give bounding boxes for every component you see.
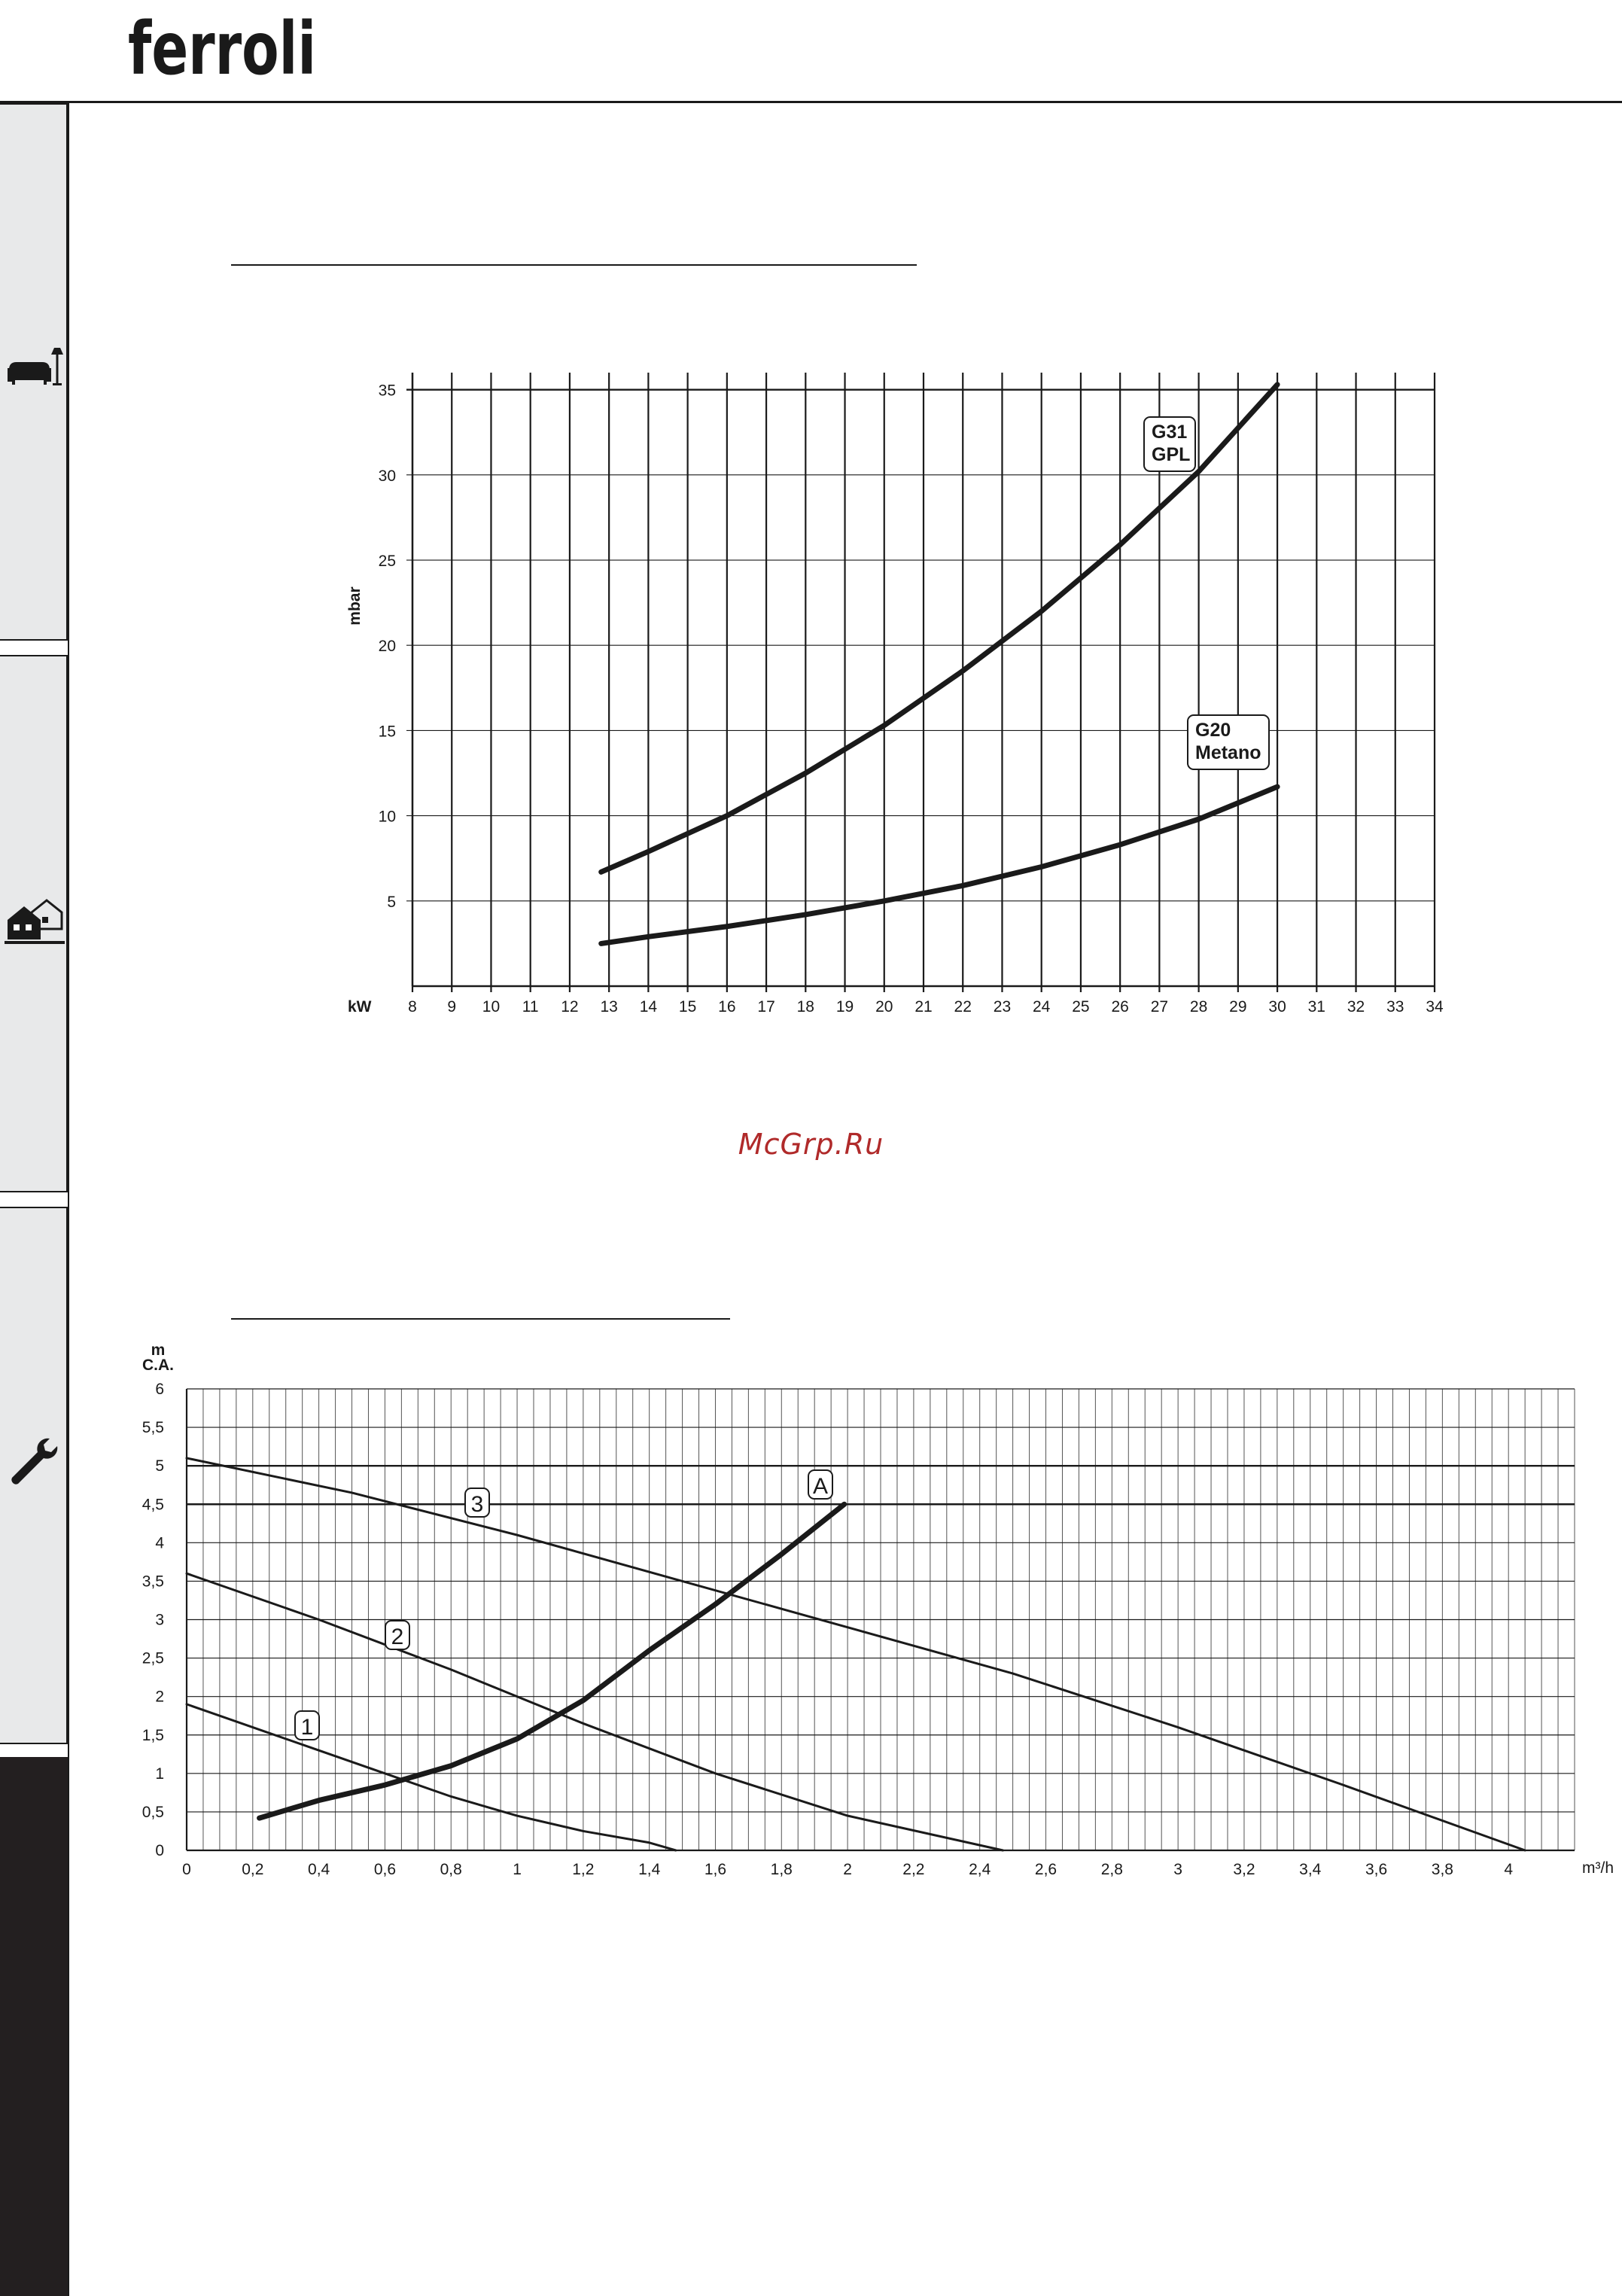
y-axis-title: m — [151, 1341, 166, 1359]
x-tick-label: 1 — [513, 1861, 522, 1878]
x-tick-label: 28 — [1189, 998, 1208, 1016]
y-tick-label: 3,5 — [142, 1573, 164, 1591]
curve-label-text: 2 — [391, 1625, 404, 1649]
y-tick-label: 15 — [378, 723, 396, 741]
x-tick-label: 19 — [835, 998, 854, 1016]
x-tick-label: 2,6 — [1034, 1861, 1057, 1878]
x-tick-label: 2,4 — [969, 1861, 991, 1878]
x-tick-label: 2,2 — [902, 1861, 925, 1878]
x-tick-label: 0,4 — [308, 1861, 330, 1878]
x-tick-label: 33 — [1386, 998, 1404, 1016]
pump-curve-a — [260, 1504, 844, 1818]
x-tick-label: 9 — [447, 998, 457, 1016]
y-tick-label: 35 — [378, 382, 396, 400]
y-tick-label: 30 — [378, 467, 396, 485]
y-tick-label: 5,5 — [142, 1419, 164, 1437]
x-tick-label: 34 — [1426, 998, 1444, 1016]
x-tick-label: 3 — [1173, 1861, 1182, 1878]
y-tick-label: 0,5 — [142, 1803, 164, 1821]
series-label-text: Metano — [1195, 742, 1261, 763]
x-tick-label: 20 — [875, 998, 893, 1016]
x-tick-label: 16 — [718, 998, 736, 1016]
gas-pressure-chart — [346, 373, 1444, 1016]
x-tick-label: 18 — [796, 998, 814, 1016]
x-tick-label: 25 — [1072, 998, 1090, 1016]
y-tick-label: 1,5 — [142, 1726, 164, 1744]
x-tick-label: 31 — [1307, 998, 1325, 1016]
x-tick-label: 13 — [600, 998, 618, 1016]
series-label-text: G31 — [1152, 422, 1188, 443]
x-tick-label: 2,8 — [1100, 1861, 1123, 1878]
x-tick-label: 11 — [522, 998, 539, 1016]
x-tick-label: 3,2 — [1233, 1861, 1255, 1878]
y-tick-label: 4,5 — [142, 1496, 164, 1514]
curve-label-text: 1 — [300, 1715, 314, 1740]
pump-curve-1 — [187, 1704, 676, 1850]
x-tick-label: 0,2 — [242, 1861, 264, 1878]
x-tick-label: 12 — [561, 998, 579, 1016]
y-tick-label: 0 — [155, 1842, 164, 1859]
y-tick-label: 6 — [155, 1381, 164, 1398]
series-label-text: G20 — [1195, 720, 1231, 741]
curve-label-text: A — [812, 1474, 829, 1499]
x-tick-label: 30 — [1268, 998, 1286, 1016]
x-tick-label: 22 — [954, 998, 972, 1016]
x-tick-label: 21 — [914, 998, 933, 1016]
x-tick-label: 15 — [678, 998, 697, 1016]
y-tick-label: 2,5 — [142, 1649, 164, 1667]
x-tick-label: 2 — [843, 1861, 852, 1878]
x-tick-label: 4 — [1504, 1861, 1514, 1878]
x-tick-label: 1,6 — [704, 1861, 727, 1878]
x-tick-label: 3,8 — [1431, 1861, 1453, 1878]
y-tick-label: 4 — [155, 1534, 164, 1552]
y-tick-label: 2 — [155, 1688, 164, 1706]
y-tick-label: 3 — [155, 1611, 164, 1629]
x-tick-label: 3,6 — [1365, 1861, 1388, 1878]
y-axis-title: C.A. — [142, 1357, 174, 1374]
y-tick-label: 10 — [378, 808, 396, 826]
y-tick-label: 20 — [378, 638, 396, 656]
x-axis-title: kW — [348, 998, 372, 1016]
series-label-text: GPL — [1152, 444, 1191, 465]
y-tick-label: 5 — [387, 893, 396, 911]
x-tick-label: 0 — [182, 1861, 191, 1878]
x-tick-label: 8 — [408, 998, 417, 1016]
x-tick-label: 32 — [1347, 998, 1365, 1016]
x-tick-label: 10 — [482, 998, 501, 1016]
x-tick-label: 1,2 — [572, 1861, 595, 1878]
y-tick-label: 1 — [155, 1765, 164, 1783]
series-curve-g20 — [601, 787, 1277, 943]
x-tick-label: 1,8 — [770, 1861, 793, 1878]
curve-label-text: 3 — [470, 1492, 484, 1517]
x-tick-label: 0,6 — [373, 1861, 397, 1878]
pump-curve-3 — [187, 1458, 1525, 1850]
x-tick-label: 26 — [1111, 998, 1129, 1016]
x-tick-label: 24 — [1033, 998, 1051, 1016]
x-tick-label: 14 — [639, 998, 658, 1016]
x-tick-label: 29 — [1229, 998, 1247, 1016]
x-tick-label: 3,4 — [1299, 1861, 1322, 1878]
watermark: McGrp.Ru — [738, 1128, 884, 1161]
x-axis-title: m³/h — [1582, 1859, 1614, 1877]
y-tick-label: 25 — [378, 553, 396, 571]
brand-text: ferroli — [128, 7, 316, 91]
y-axis-title: mbar — [346, 586, 364, 626]
x-tick-label: 23 — [993, 998, 1012, 1016]
pump-head-chart — [142, 1341, 1614, 1878]
y-tick-label: 5 — [155, 1457, 164, 1475]
x-tick-label: 27 — [1150, 998, 1169, 1016]
x-tick-label: 1,4 — [638, 1861, 661, 1878]
x-tick-label: 17 — [757, 998, 775, 1016]
x-tick-label: 0,8 — [440, 1861, 462, 1878]
